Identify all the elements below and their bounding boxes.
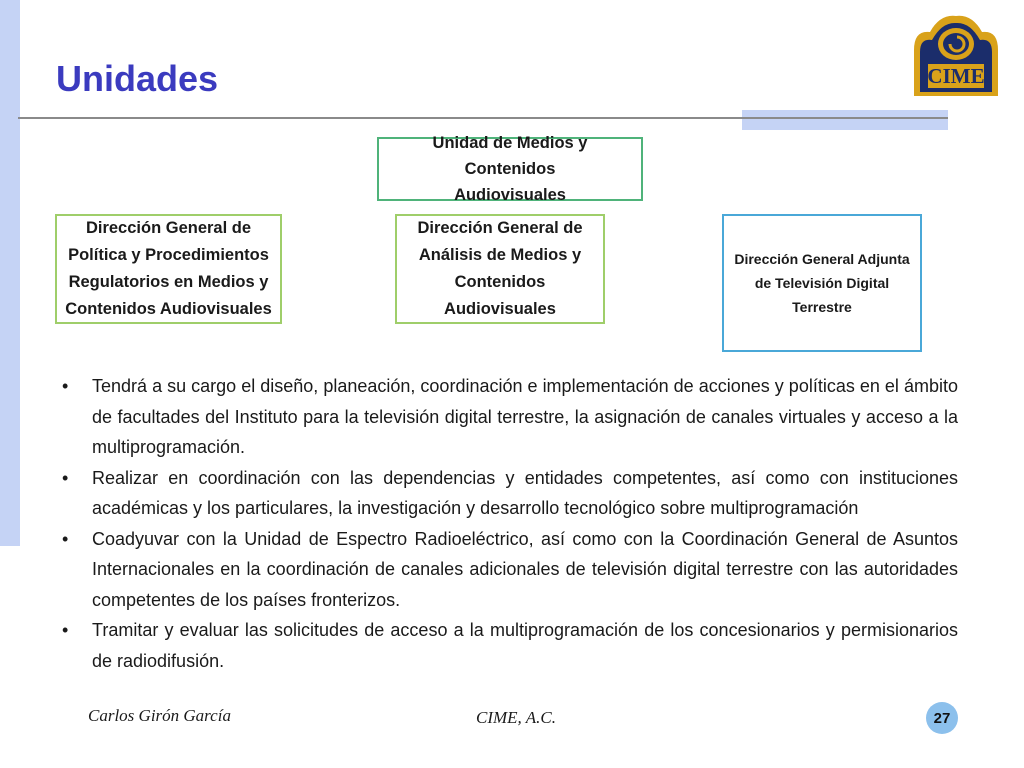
box-line: Unidad de Medios y Contenidos — [432, 134, 588, 178]
bullet-item — [60, 463, 958, 524]
footer-organization: CIME, A.C. — [476, 708, 556, 727]
box-line: Política y Procedimientos — [68, 246, 269, 264]
title-divider — [18, 117, 948, 119]
bullet-text: Coadyuvar con la Unidad de Espectro Radioeléctrico, así como con la Coordinación General de Asuntos Internacionales en la coordinación de canales adicionales de televisión digital terrestre con las autoridades competentes de los países fronterizos. — [92, 528, 958, 610]
box-line: Regulatorios en Medios y — [68, 273, 269, 291]
box-line: Dirección General de — [417, 219, 583, 237]
box-line: Contenidos Audiovisuales — [65, 300, 272, 318]
box-line: Audiovisuales — [444, 300, 556, 318]
org-box-television-digital — [722, 214, 922, 352]
bullet-dot: • — [62, 467, 69, 488]
title-accent-block — [742, 110, 948, 130]
box-line: Terrestre — [792, 299, 852, 315]
page-number-badge: 27 — [926, 702, 958, 734]
bullet-text: Realizar en coordinación con las dependencias y entidades competentes, así como con instituciones académicas y los particulares, la investigación y desarrollo tecnológico sobre multiprogramación — [92, 467, 958, 518]
bullet-dot: • — [62, 620, 69, 640]
bullet-dot: • — [62, 376, 69, 396]
bullet-item — [60, 615, 958, 676]
bullet-item — [60, 524, 958, 616]
box-line: Dirección General de — [85, 219, 252, 237]
box-line: Análisis de Medios y — [418, 246, 582, 264]
left-accent-bar — [0, 0, 20, 546]
logo-text: CIME — [927, 64, 985, 88]
bullet-item — [60, 371, 958, 463]
cime-logo — [900, 10, 1012, 110]
bullet-text: Tendrá a su cargo el diseño, planeación, coordinación e implementación de acciones y políticas en el ámbito de facultades del Instituto para la televisión digital terrestre, la asignación de canales virtuales y acceso a la multiprogramación. — [92, 376, 958, 457]
bullet-dot: • — [62, 528, 69, 549]
slide-title: Unidades — [56, 58, 219, 99]
bullet-text: Tramitar y evaluar las solicitudes de acceso a la multiprogramación de los concesionarios y permisionarios de radiodifusión. — [92, 620, 958, 671]
footer-author: Carlos Girón García — [88, 706, 231, 725]
org-box-politica-procedimientos — [55, 214, 282, 324]
box-line: Audiovisuales — [454, 186, 566, 204]
org-box-analisis-medios — [395, 214, 605, 324]
bullet-list — [60, 371, 958, 676]
box-line: de Televisión Digital — [754, 275, 890, 291]
box-line: Dirección General Adjunta — [734, 251, 910, 267]
org-box-unidad-medios — [377, 134, 643, 204]
box-line: Contenidos — [454, 273, 546, 291]
